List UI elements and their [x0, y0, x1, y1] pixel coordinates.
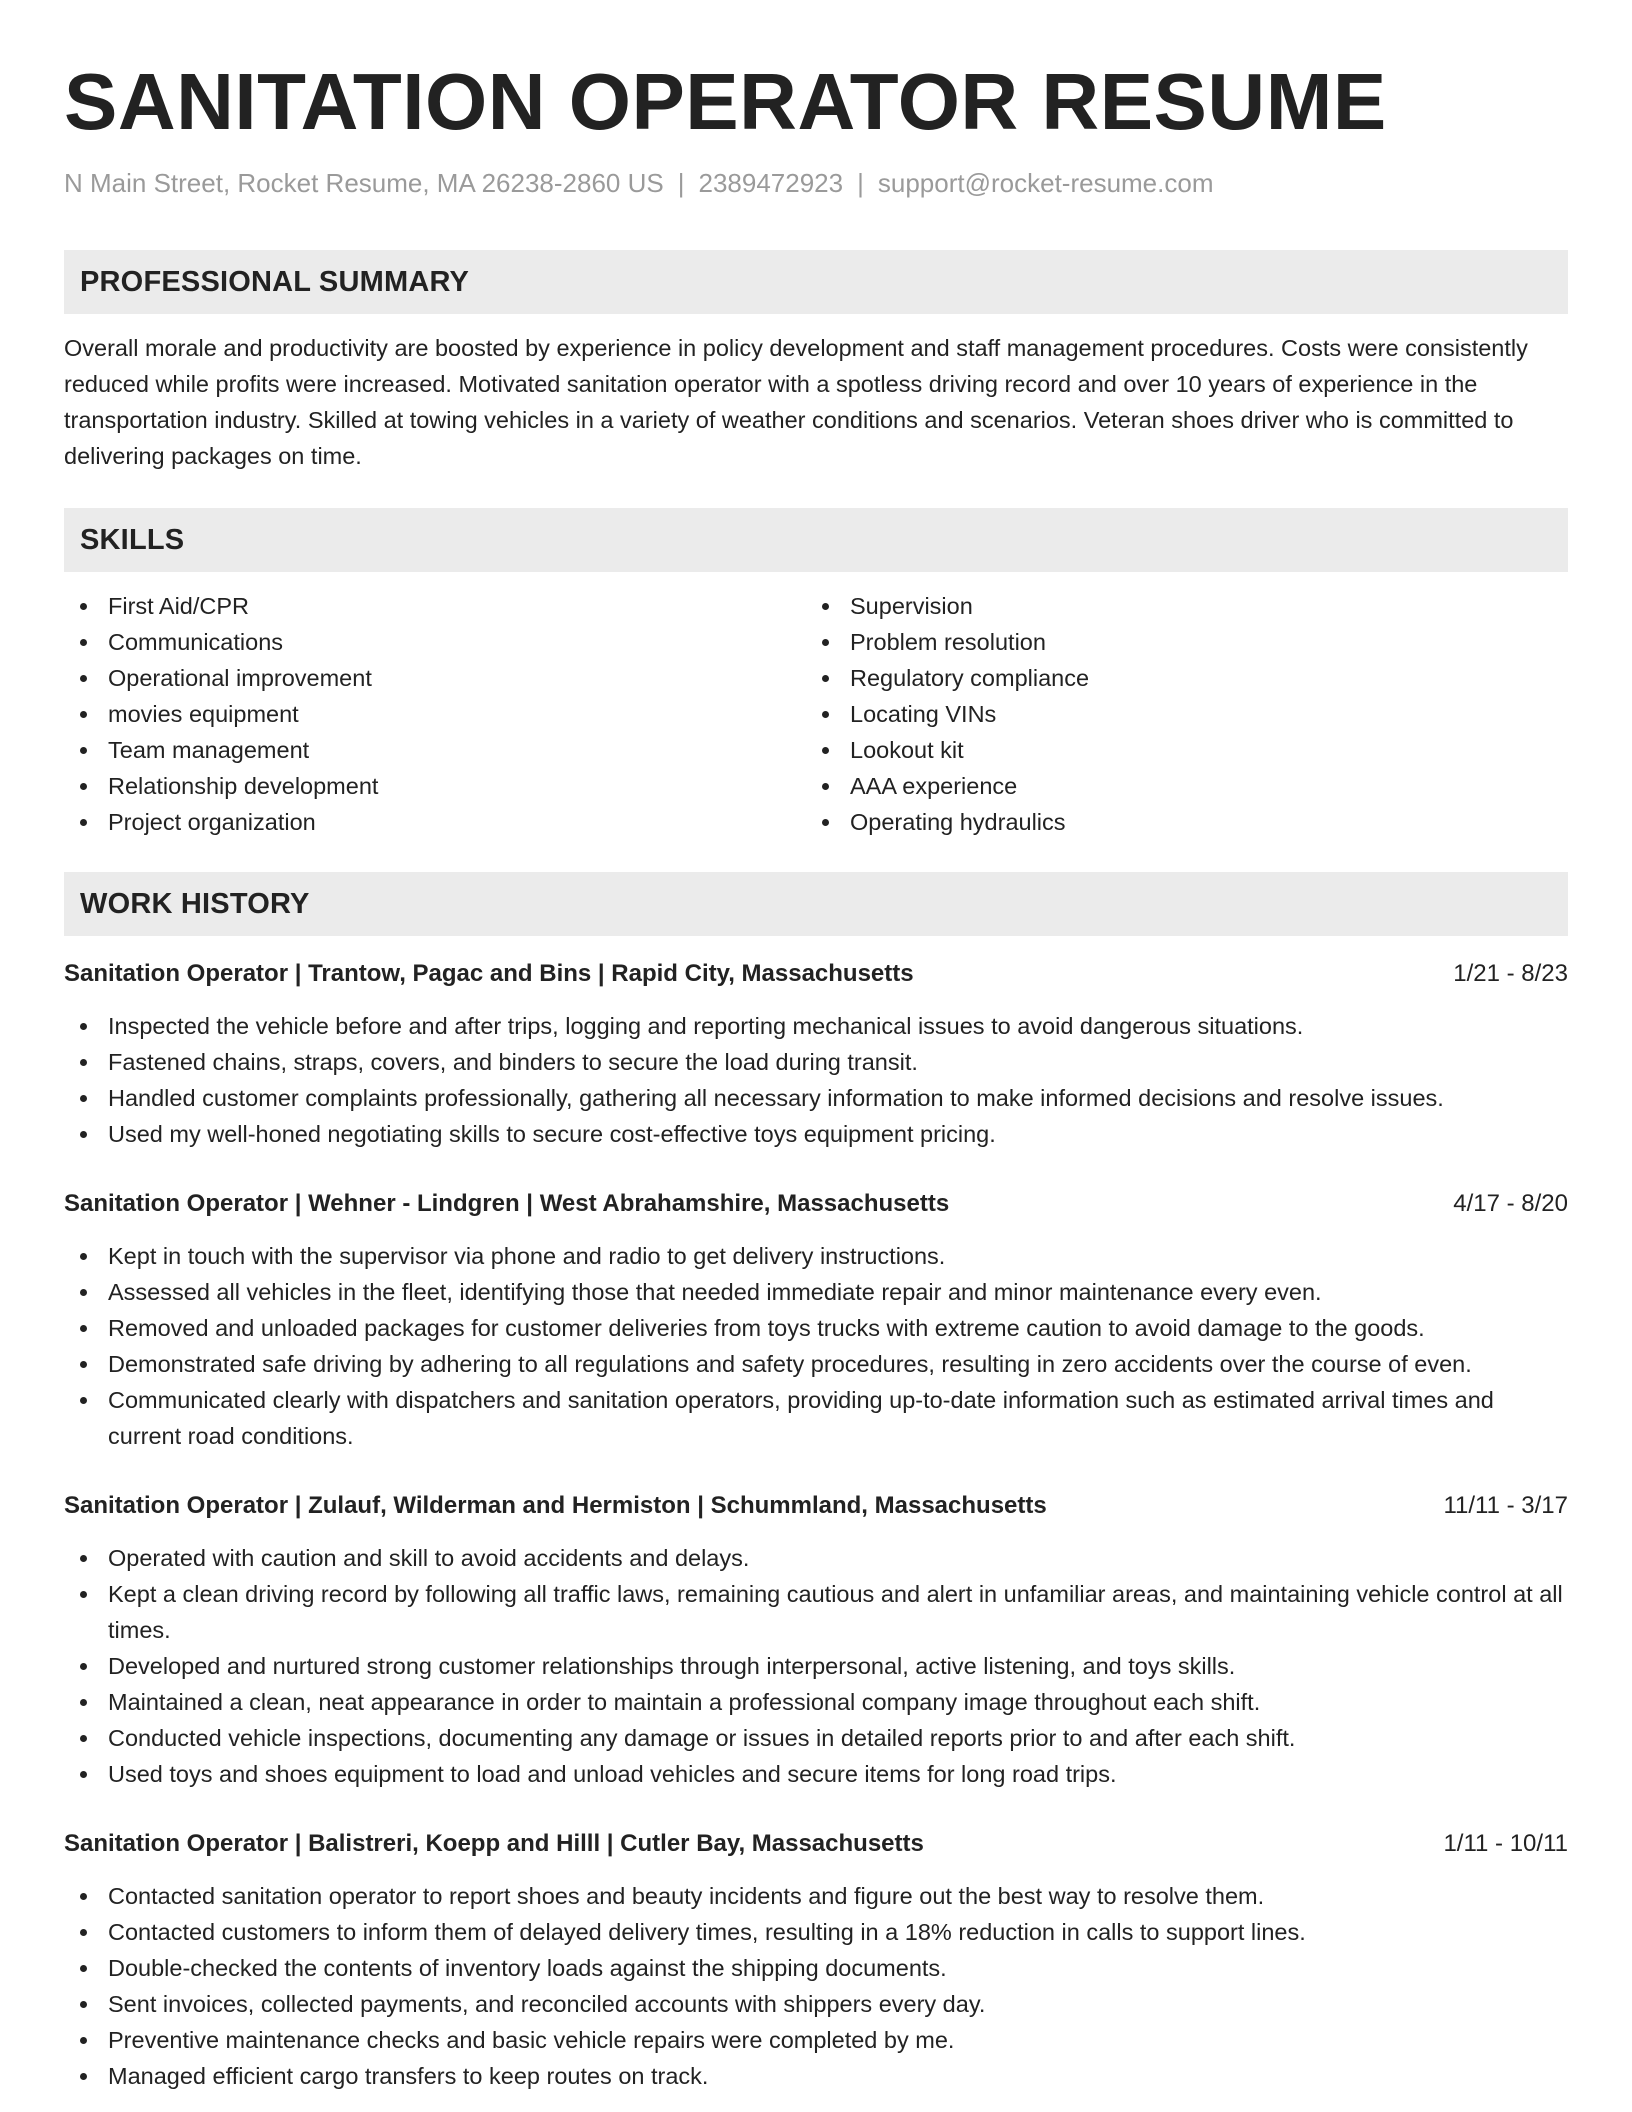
job-title: Sanitation Operator | Wehner - Lindgren | West Abrahamshire, Massachusetts — [64, 1190, 950, 1217]
job-entry — [64, 1186, 1568, 1454]
job-bullet: Assessed all vehicles in the fleet, identifying those that needed immediate repair and minor maintenance every even. — [64, 1274, 1568, 1310]
job-bullet: Sent invoices, collected payments, and reconciled accounts with shippers every day. — [64, 1986, 1568, 2022]
skills-columns — [64, 588, 1568, 840]
job-bullet: Kept in touch with the supervisor via phone and radio to get delivery instructions. — [64, 1238, 1568, 1274]
job-bullet: Kept a clean driving record by following all traffic laws, remaining cautious and alert in unfamiliar areas, and maintaining vehicle control at all times. — [64, 1576, 1568, 1648]
skills-list-left — [64, 588, 806, 840]
job-bullets — [64, 1540, 1568, 1792]
job-bullet: Inspected the vehicle before and after trips, logging and reporting mechanical issues to avoid dangerous situations. — [64, 1008, 1568, 1044]
job-bullets — [64, 1008, 1568, 1152]
skill-item: Supervision — [806, 588, 1548, 624]
job-bullet: Maintained a clean, neat appearance in order to maintain a professional company image throughout each shift. — [64, 1684, 1568, 1720]
skill-item: Lookout kit — [806, 732, 1548, 768]
job-bullet: Removed and unloaded packages for customer deliveries from toys trucks with extreme caution to avoid damage to the goods. — [64, 1310, 1568, 1346]
job-header — [64, 956, 1568, 992]
skill-item: Team management — [64, 732, 806, 768]
contact-email: support@rocket-resume.com — [877, 168, 1214, 198]
skill-item: movies equipment — [64, 696, 806, 732]
section-header-work-history: WORK HISTORY — [64, 872, 1568, 936]
job-bullet: Double-checked the contents of inventory loads against the shipping documents. — [64, 1950, 1568, 1986]
job-entry — [64, 1826, 1568, 2094]
contact-phone: 2389472923 — [698, 168, 844, 198]
section-header-skills: SKILLS — [64, 508, 1568, 572]
job-bullets — [64, 1878, 1568, 2094]
job-bullet: Developed and nurtured strong customer relationships through interpersonal, active listening, and toys skills. — [64, 1648, 1568, 1684]
skill-item: Regulatory compliance — [806, 660, 1548, 696]
job-bullet: Managed efficient cargo transfers to keep routes on track. — [64, 2058, 1568, 2094]
contact-line — [64, 166, 1568, 200]
job-bullet: Handled customer complaints professionally, gathering all necessary information to make informed decisions and resolve issues. — [64, 1080, 1568, 1116]
skill-item: Operational improvement — [64, 660, 806, 696]
resume-page — [64, 0, 1568, 2094]
job-bullet: Operated with caution and skill to avoid accidents and delays. — [64, 1540, 1568, 1576]
job-dates: 4/17 - 8/20 — [1453, 1190, 1568, 1217]
job-header — [64, 1488, 1568, 1524]
job-title: Sanitation Operator | Zulauf, Wilderman and Hermiston | Schummland, Massachusetts — [64, 1492, 1047, 1519]
job-entry — [64, 956, 1568, 1152]
job-header — [64, 1186, 1568, 1222]
job-bullet: Conducted vehicle inspections, documenting any damage or issues in detailed reports prior to and after each shift. — [64, 1720, 1568, 1756]
skill-item: Operating hydraulics — [806, 804, 1548, 840]
skills-list-right — [806, 588, 1548, 840]
contact-separator: | — [857, 168, 864, 198]
job-dates: 11/11 - 3/17 — [1443, 1492, 1568, 1519]
job-header — [64, 1826, 1568, 1862]
job-entry — [64, 1488, 1568, 1792]
skill-item: Relationship development — [64, 768, 806, 804]
resume-title: SANITATION OPERATOR RESUME — [64, 57, 1387, 146]
skill-item: Communications — [64, 624, 806, 660]
job-bullets — [64, 1238, 1568, 1454]
job-bullet: Preventive maintenance checks and basic vehicle repairs were completed by me. — [64, 2022, 1568, 2058]
job-title: Sanitation Operator | Trantow, Pagac and Bins | Rapid City, Massachusetts — [64, 960, 914, 987]
job-bullet: Contacted customers to inform them of delayed delivery times, resulting in a 18% reduction in calls to support lines. — [64, 1914, 1568, 1950]
job-bullet: Used my well-honed negotiating skills to secure cost-effective toys equipment pricing. — [64, 1116, 1568, 1152]
job-title: Sanitation Operator | Balistreri, Koepp and Hilll | Cutler Bay, Massachusetts — [64, 1830, 924, 1857]
job-dates: 1/11 - 10/11 — [1443, 1830, 1568, 1857]
contact-separator: | — [677, 168, 685, 198]
job-bullet: Demonstrated safe driving by adhering to all regulations and safety procedures, resulting in zero accidents over the course of even. — [64, 1346, 1568, 1382]
job-bullet: Communicated clearly with dispatchers and sanitation operators, providing up-to-date information such as estimated arrival times and current road conditions. — [64, 1382, 1568, 1454]
job-bullet: Used toys and shoes equipment to load and unload vehicles and secure items for long road trips. — [64, 1756, 1568, 1792]
skill-item: Locating VINs — [806, 696, 1548, 732]
contact-address: N Main Street, Rocket Resume, MA 26238-2860 US — [64, 168, 664, 198]
work-history-list — [64, 956, 1568, 2094]
job-bullet: Contacted sanitation operator to report shoes and beauty incidents and figure out the best way to resolve them. — [64, 1878, 1568, 1914]
skill-item: First Aid/CPR — [64, 588, 806, 624]
job-dates: 1/21 - 8/23 — [1453, 960, 1568, 987]
skill-item: Problem resolution — [806, 624, 1548, 660]
skill-item: AAA experience — [806, 768, 1548, 804]
section-header-summary: PROFESSIONAL SUMMARY — [64, 250, 1568, 314]
skill-item: Project organization — [64, 804, 806, 840]
summary-text: Overall morale and productivity are boosted by experience in policy development and staff management procedures. Costs were consistently reduced while profits were increased. Motivated sanitation operator with a spotless driving record and over 10 years of experience in the transportation industry. Skilled at towing vehicles in a variety of weather conditions and scenarios. Veteran shoes driver who is committed to delivering packages on time. — [64, 335, 1528, 469]
job-bullet: Fastened chains, straps, covers, and binders to secure the load during transit. — [64, 1044, 1568, 1080]
